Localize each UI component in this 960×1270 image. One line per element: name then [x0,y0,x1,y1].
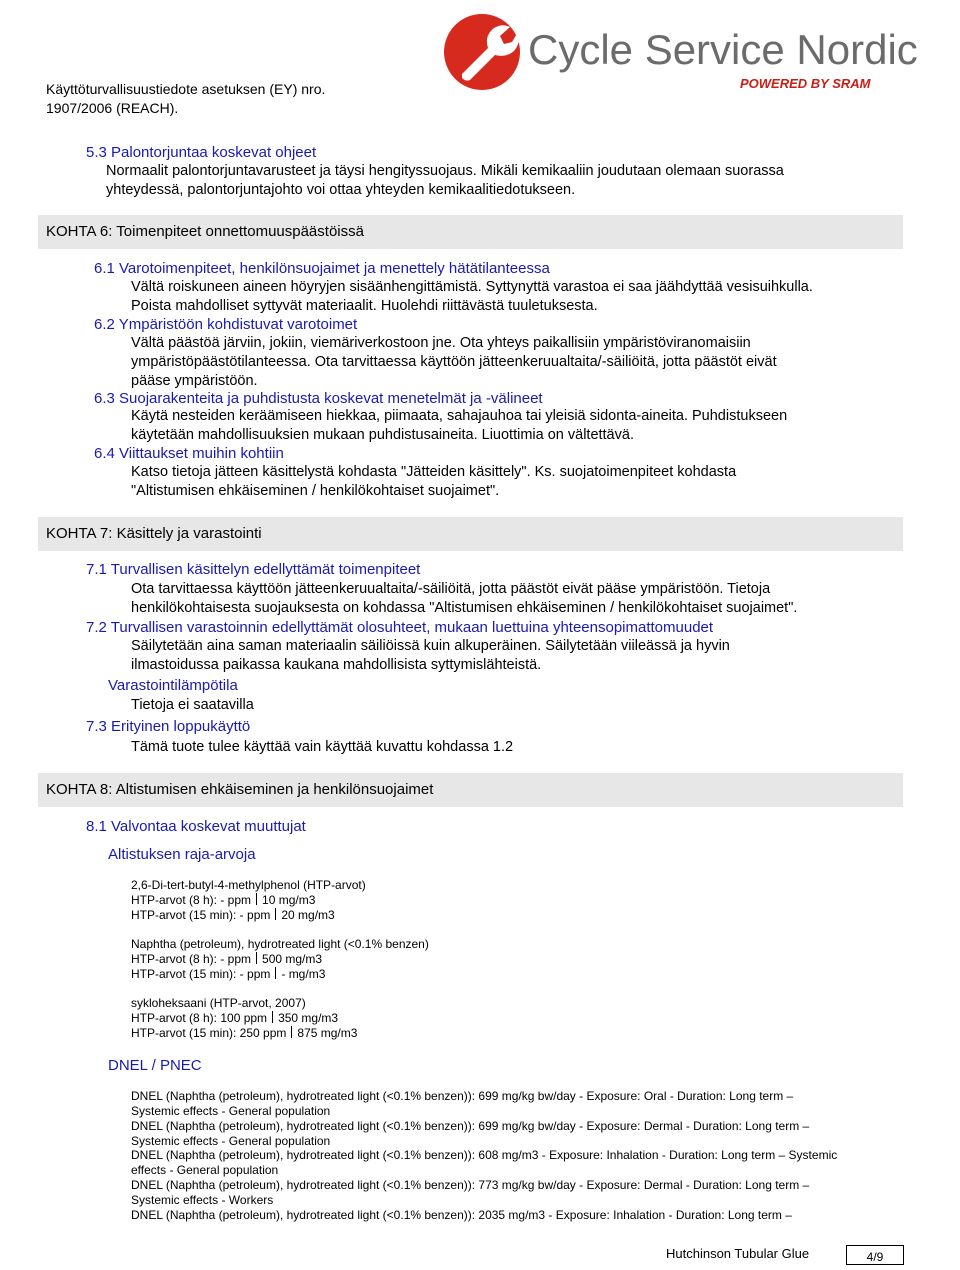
logo-wordmark: Cycle Service Nordic [528,26,918,73]
limit-8h: HTP-arvot (8 h): - ppm 10 mg/m3 [131,893,316,907]
text-6-1-line2: Poista mahdolliset syttyvät materiaalit. Huolehdi riittävästä tuuletuksesta. [131,298,598,314]
limit-15min: HTP-arvot (15 min): - ppm - mg/m3 [131,967,326,981]
heading-storage-temperature: Varastointilämpötila [108,677,238,694]
section-8-title: KOHTA 8: Altistumisen ehkäiseminen ja henkilönsuojaimet [38,773,903,807]
dnel-line: Systemic effects - Workers [131,1193,274,1207]
dnel-line: DNEL (Naphtha (petroleum), hydrotreated light (<0.1% benzen)): 2035 mg/m3 - Exposure: Inhalation - Duration: Long term – [131,1208,792,1222]
text-6-4-line2: "Altistumisen ehkäiseminen / henkilökohtaiset suojaimet". [131,483,500,499]
text-6-3-line2: käytetään mahdollisuuksien mukaan puhdistusaineita. Liuottimia on vältettävä. [131,427,634,443]
limit-substance: Naphtha (petroleum), hydrotreated light (<0.1% benzen) [131,937,429,951]
section-6-title: KOHTA 6: Toimenpiteet onnettomuuspäästöissä [38,215,903,249]
dnel-line: Systemic effects - General population [131,1134,331,1148]
dnel-line: Systemic effects - General population [131,1104,331,1118]
text-5-3-line2: yhteydessä, palontorjuntajohto voi ottaa yhteyden kemikaalitiedotukseen. [106,182,576,198]
text-6-3-line1: Käytä nesteiden keräämiseen hiekkaa, piimaata, sahajauhoa tai yleisiä sidonta-aineita. Puhdistukseen [131,408,788,424]
heading-7-2: 7.2 Turvallisen varastoinnin edellyttämät olosuhteet, mukaan luettuina yhteensopimattomuudet [86,619,714,636]
text-6-1-line1: Vältä roiskuneen aineen höyryjen sisäänhengittämistä. Syttynyttä varastoa ei saa jäähdyttää vesisuihkulla. [131,279,813,295]
heading-8-1: 8.1 Valvontaa koskevat muuttujat [86,818,306,835]
text-6-2-line3: pääse ympäristöön. [131,373,258,389]
limit-8h: HTP-arvot (8 h): - ppm 500 mg/m3 [131,952,323,966]
dnel-line: DNEL (Naphtha (petroleum), hydrotreated light (<0.1% benzen)): 773 mg/kg bw/day - Exposure: Dermal - Duration: Long term – [131,1178,810,1192]
document-title-line1: Käyttöturvallisuustiedote asetuksen (EY) nro. [46,81,326,97]
heading-6-1: 6.1 Varotoimenpiteet, henkilönsuojaimet ja menettely hätätilanteessa [94,260,550,277]
heading-7-3: 7.3 Erityinen loppukäyttö [86,718,251,735]
text-6-2-line1: Vältä päästöä järviin, jokiin, viemäriverkostoon jne. Ota yhteys paikallisiin ympäristöviranomaisiin [131,335,751,351]
heading-6-2: 6.2 Ympäristöön kohdistuvat varotoimet [94,316,358,333]
section-7-title: KOHTA 7: Käsittely ja varastointi [38,517,903,551]
document-title-line2: 1907/2006 (REACH). [46,100,179,116]
heading-exposure-limits: Altistuksen raja-arvoja [108,846,256,863]
wrench-icon [444,14,520,90]
text-7-2-line2: ilmastoidussa paikassa kaukana mahdollisista syttymislähteistä. [131,657,542,673]
limit-substance: sykloheksaani (HTP-arvot, 2007) [131,996,306,1010]
limit-15min: HTP-arvot (15 min): 250 ppm 875 mg/m3 [131,1026,358,1040]
text-6-4-line1: Katso tietoja jätteen käsittelystä kohdasta "Jätteiden käsittely". Ks. suojatoimenpiteet kohdasta [131,464,737,480]
dnel-line: DNEL (Naphtha (petroleum), hydrotreated light (<0.1% benzen)): 608 mg/m3 - Exposure: Inhalation - Duration: Long term – Systemic [131,1148,838,1162]
footer-product-name: Hutchinson Tubular Glue [666,1246,810,1261]
heading-dnel-pnec: DNEL / PNEC [108,1057,202,1074]
logo-tagline: POWERED BY SRAM [740,76,871,91]
text-7-2-line1: Säilytetään aina saman materiaalin säiliöissä kuin alkuperäinen. Säilytetään viileässä ja hyvin [131,638,730,654]
dnel-line: DNEL (Naphtha (petroleum), hydrotreated light (<0.1% benzen)): 699 mg/kg bw/day - Exposure: Oral - Duration: Long term – [131,1089,794,1103]
text-5-3-line1: Normaalit palontorjuntavarusteet ja täysi hengityssuojaus. Mikäli kemikaaliin joudutaan olemaan suorassa [106,163,784,179]
text-6-2-line2: ympäristöpäästötilanteessa. Ota tarvittaessa käyttöön jätteenkeruualtaita/-säiliöitä, jotta päästöt eivät [131,354,777,370]
text-7-1-line2: henkilökohtaisesta suojauksesta on kohdassa "Altistumisen ehkäiseminen / henkilökohtaiset suojaimet". [131,600,798,616]
text-7-1-line1: Ota tarvittaessa käyttöön jätteenkeruualtaita/-säiliöitä, jotta päästöt eivät pääse ympäristöön. Tietoja [131,581,771,597]
page-number: 4/9 [846,1245,904,1265]
dnel-line: DNEL (Naphtha (petroleum), hydrotreated light (<0.1% benzen)): 699 mg/kg bw/day - Exposure: Dermal - Duration: Long term – [131,1119,810,1133]
dnel-line: effects - General population [131,1163,279,1177]
heading-7-1: 7.1 Turvallisen käsittelyn edellyttämät toimenpiteet [86,561,421,578]
limit-substance: 2,6-Di-tert-butyl-4-methylphenol (HTP-arvot) [131,878,366,892]
company-logo [440,8,920,96]
limit-15min: HTP-arvot (15 min): - ppm 20 mg/m3 [131,908,335,922]
limit-8h: HTP-arvot (8 h): 100 ppm 350 mg/m3 [131,1011,339,1025]
heading-5-3: 5.3 Palontorjuntaa koskevat ohjeet [86,144,317,161]
text-storage-temperature: Tietoja ei saatavilla [131,697,254,713]
heading-6-4: 6.4 Viittaukset muihin kohtiin [94,445,284,462]
text-7-3: Tämä tuote tulee käyttää vain käyttää kuvattu kohdassa 1.2 [131,739,514,755]
heading-6-3: 6.3 Suojarakenteita ja puhdistusta koskevat menetelmät ja -välineet [94,390,543,407]
